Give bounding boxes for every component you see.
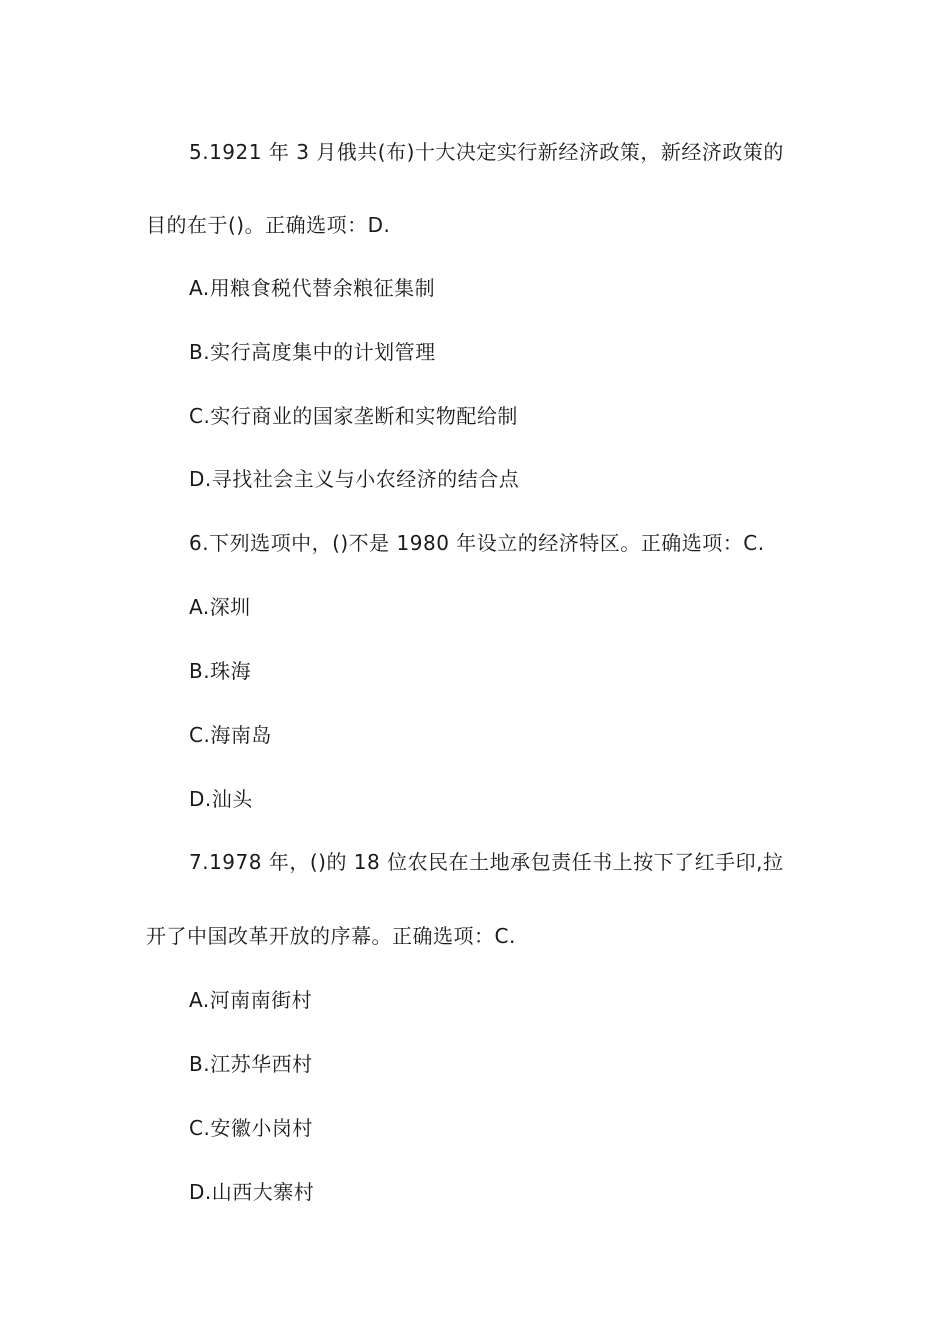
question-7-option-d: D.山西大寨村	[189, 1180, 315, 1204]
question-5-option-c: C.实行商业的国家垄断和实物配给制	[189, 404, 518, 428]
question-6-option-d: D.汕头	[189, 787, 253, 811]
question-6-stem: 6.下列选项中，()不是 1980 年设立的经济特区。正确选项：C.	[189, 531, 765, 555]
question-7-option-c: C.安徽小岗村	[189, 1116, 313, 1140]
question-5-option-d: D.寻找社会主义与小农经济的结合点	[189, 467, 520, 491]
question-7-option-a: A.河南南街村	[189, 988, 313, 1012]
question-7-option-b: B.江苏华西村	[189, 1052, 313, 1076]
question-5-option-b: B.实行高度集中的计划管理	[189, 340, 436, 364]
question-6-option-c: C.海南岛	[189, 723, 272, 747]
question-6-option-a: A.深圳	[189, 595, 251, 619]
question-7-stem-line-1: 7.1978 年，()的 18 位农民在土地承包责任书上按下了红手印,拉	[189, 850, 784, 874]
question-5-stem-line-1: 5.1921 年 3 月俄共(布)十大决定实行新经济政策，新经济政策的	[189, 140, 784, 164]
question-5-option-a: A.用粮食税代替余粮征集制	[189, 276, 436, 300]
question-7-stem-line-2: 开了中国改革开放的序幕。正确选项：C.	[146, 924, 516, 948]
question-5-stem-line-2: 目的在于()。正确选项：D.	[146, 213, 391, 237]
question-6-option-b: B.珠海	[189, 659, 252, 683]
